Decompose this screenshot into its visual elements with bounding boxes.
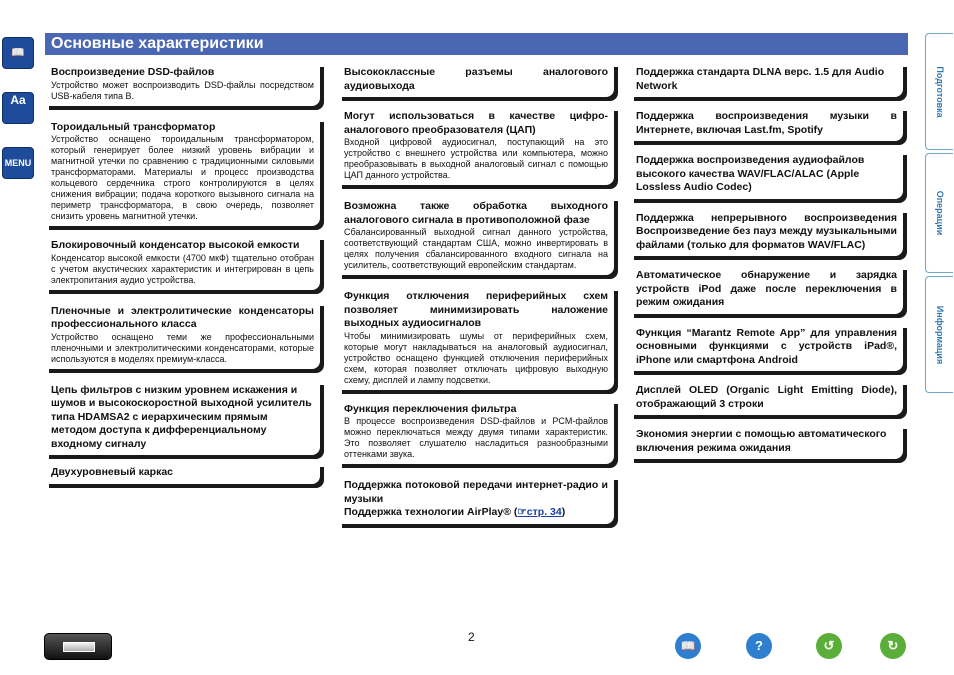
tab-preparation[interactable]: Подготовка — [925, 33, 953, 150]
feature-card — [630, 381, 903, 415]
feature-title: Воспроизведение DSD-файлов — [51, 66, 215, 78]
tab-operations[interactable]: Операции — [925, 153, 953, 273]
feature-title: Функция отключения периферийных схем позволяет минимизировать наложение выходных аудиосигналов — [344, 290, 608, 329]
feature-title: Поддержка воспроизведения музыки в Интернете, включая Last.fm, Spotify — [636, 110, 897, 136]
contents-book-icon[interactable]: 📖 — [2, 37, 34, 69]
feature-text: В процессе воспроизведения DSD-файлов и PCM-файлов можно переключаться между двумя типами характеристик. Это позволяет слушателю насладиться разнообразными оттенками звука. — [344, 416, 608, 459]
feature-card — [630, 425, 903, 459]
column-2 — [338, 63, 614, 532]
feature-card — [630, 209, 903, 257]
feature-text: Входной цифровой аудиосигнал, поступающий на это устройство с внешнего устройства или компьютера, можно преобразовывать в выходной аналоговый сигнал с помощью ЦАП данного устройства. — [344, 137, 608, 180]
feature-title: Двухуровневый каркас — [51, 466, 174, 478]
feature-title-airplay: Поддержка технологии AirPlay® (☞стр. 34) — [344, 506, 566, 518]
page-link[interactable]: ☞стр. 34 — [517, 506, 562, 518]
feature-text: Устройство оснащено тороидальным трансформатором, который генерирует более низкий уровень вибрации и магнитной утечки по сравнению с традиционными силовыми трансформаторами. Материалы и процесс производства кольцевого сердечника строго контролируются в целях снижения вибрации; подача короткого вызывного сигнала на периметр трансформатора, в свою очередь, позволяет снизить уровень магнитной утечки. — [51, 134, 314, 221]
feature-card — [338, 287, 614, 390]
feature-card — [630, 63, 903, 97]
feature-text: Устройство может воспроизводить DSD-файлы посредством USB-кабеля типа B. — [51, 79, 314, 101]
feature-title: Блокировочный конденсатор высокой емкости — [51, 239, 300, 251]
feature-title: Функция “Marantz Remote App” для управления основными функциями с устройств iPad®, iPhone или смартфона Android — [636, 326, 897, 366]
feature-title: Тороидальный трансформатор — [51, 120, 216, 133]
menu-icon[interactable]: MENU — [2, 147, 34, 179]
feature-text: Устройство оснащено теми же профессиональными пленочными и электролитическими конденсаторами, которые используются в моделях премиум-класса. — [51, 331, 314, 364]
column-1 — [45, 63, 320, 492]
tab-information[interactable]: Информация — [925, 276, 953, 393]
feature-title: Поддержка непрерывного воспроизведения Воспроизведение без пауз между музыкальными файлами (только для форматов WAV/FLAC) — [636, 211, 897, 251]
book-icon[interactable]: 📖 — [675, 633, 701, 659]
feature-card — [45, 302, 320, 369]
feature-card — [338, 197, 614, 275]
feature-title: Цепь фильтров с низким уровнем искажения и шумов и высокоскоростной выходной усилитель типа HDAMSA2 с иерархическим прямым методом доступа к дифференциальному входному сигналу — [51, 383, 312, 450]
feature-title: Пленочные и электролитические конденсаторы профессионального класса — [51, 304, 314, 330]
feature-title: Высококлассные разъемы аналогового аудиовыхода — [344, 66, 608, 92]
feature-text: Чтобы минимизировать шумы от периферийных схем, которые могут накладываться на аналоговый аудиосигнал, устройство оснащено функцией отключения периферийных схем, которая позволяет отключать цифровую выходную схему, дисплей и лампу подсветки. — [344, 330, 608, 385]
feature-card — [630, 151, 903, 199]
index-icon[interactable]: Aa — [2, 92, 34, 124]
feature-card — [630, 324, 903, 372]
feature-title: Функция переключения фильтра — [344, 402, 517, 415]
feature-card — [45, 118, 320, 227]
forward-icon[interactable]: ↻ — [880, 633, 906, 659]
feature-card — [338, 476, 614, 524]
feature-title: Дисплей OLED (Organic Light Emitting Diode), отображающий 3 строки — [636, 384, 897, 410]
feature-card — [45, 381, 320, 456]
feature-title: Поддержка воспроизведения аудиофайлов высокого качества WAV/FLAC/ALAC (Apple Lossless Audio Codec) — [636, 154, 865, 193]
feature-title: Автоматическое обнаружение и зарядка устройств iPod даже после переключения в режим ожидания — [636, 269, 897, 308]
help-icon[interactable]: ? — [746, 633, 772, 659]
feature-title: Поддержка стандарта DLNA верс. 1.5 для Audio Network — [636, 66, 885, 92]
feature-card — [338, 107, 614, 185]
page-title: Основные характеристики — [51, 35, 264, 52]
page-number: 2 — [468, 630, 475, 644]
feature-card — [338, 400, 614, 465]
back-icon[interactable]: ↺ — [816, 633, 842, 659]
feature-title: Поддержка потоковой передачи интернет-радио и музыки — [344, 479, 608, 505]
column-3 — [630, 63, 903, 467]
feature-title: Экономия энергии с помощью автоматического включения режима ожидания — [636, 428, 887, 454]
feature-card — [45, 236, 320, 290]
feature-card — [45, 63, 320, 106]
feature-title: Могут использоваться в качестве цифро-аналогового преобразователя (ЦАП) — [344, 110, 608, 136]
feature-card — [630, 107, 903, 141]
front-panel-icon[interactable] — [44, 633, 112, 660]
feature-text: Конденсатор высокой емкости (4700 мкФ) тщательно отобран с учетом акустических характеристик и интегрирован в цепь электропитания аудио устройства. — [51, 252, 314, 285]
feature-text: Сбалансированный выходной сигнал данного устройства, соответствующий стандартам США, можно инвертировать в целях получения сбалансированного входного сигнала на усилитель, соответствующий европейским стандартам. — [344, 227, 608, 270]
feature-card — [45, 463, 320, 484]
title-bar — [45, 33, 908, 55]
feature-title: Возможна также обработка выходного аналогового сигнала в противоположной фазе — [344, 200, 608, 226]
feature-card — [338, 63, 614, 97]
feature-card — [630, 266, 903, 314]
